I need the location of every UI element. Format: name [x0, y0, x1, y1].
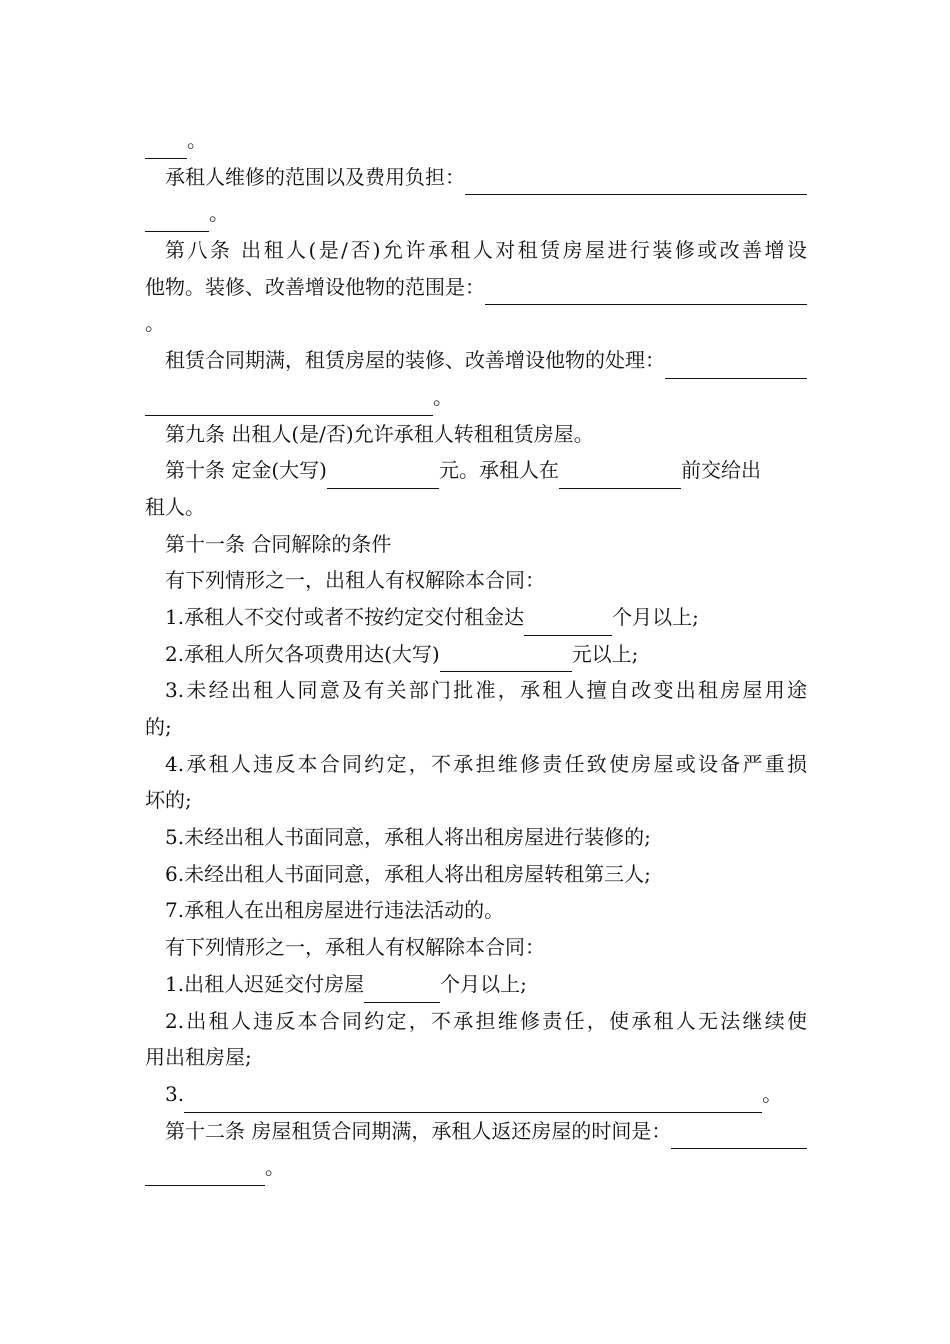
- lessor-item-3-line-2: 的;: [145, 715, 172, 739]
- lessee-item-2-line-1: 2.出租人违反本合同约定，不承担维修责任，使承租人无法继续使: [165, 1008, 807, 1033]
- lessor-item-1-text: 1.承租人不交付或者不按约定交付租金达: [165, 604, 525, 629]
- blank-field: [145, 389, 433, 416]
- decoration-scope-label: 他物。装修、改善增设他物的范围是：: [145, 274, 485, 299]
- lessee-item-2-line-2: 用出租房屋;: [145, 1045, 252, 1070]
- lessor-item-5: 5.未经出租人书面同意，承租人将出租房屋进行装修的;: [165, 825, 651, 850]
- line-8: [145, 379, 807, 416]
- lessor-termination-intro: 有下列情形之一，出租人有权解除本合同：: [165, 568, 545, 593]
- deposit-label: 第十条 定金(大写): [165, 458, 327, 483]
- blank-field: [145, 1159, 265, 1186]
- blank-field: [145, 205, 209, 232]
- blank-field: [524, 609, 612, 636]
- line-1: [145, 122, 807, 159]
- article-8-line-3: 。: [145, 311, 165, 336]
- lessor-item-2-text: 2.承租人所欠各项费用达(大写): [165, 641, 440, 666]
- lessee-termination-intro: 有下列情形之一，承租人有权解除本合同：: [165, 935, 545, 960]
- article-11-title: 第十一条 合同解除的条件: [165, 531, 392, 556]
- blank-field: [364, 976, 440, 1003]
- line-8-end: 。: [433, 384, 453, 409]
- lessor-item-4-line-2: 坏的;: [145, 788, 192, 813]
- blank-field: [145, 132, 187, 159]
- lessee-item-1: [145, 966, 807, 1003]
- article-8-line-2: [145, 269, 807, 306]
- blank-field: [465, 168, 807, 195]
- lessor-item-6: 6.未经出租人书面同意，承租人将出租房屋转租第三人;: [165, 861, 651, 886]
- lessee-item-3: [145, 1076, 807, 1113]
- article-12-line-1: [145, 1113, 807, 1150]
- article-12-line-2: [145, 1149, 807, 1186]
- article-10-line-1: [145, 452, 807, 489]
- line-1-end: 。: [187, 127, 207, 152]
- return-time-label: 第十二条 房屋租赁合同期满，承租人返还房屋的时间是：: [165, 1118, 672, 1143]
- contract-page: [145, 122, 807, 1186]
- blank-field: [665, 352, 807, 379]
- blank-field: [184, 1086, 762, 1113]
- blank-field: [485, 278, 807, 305]
- lessor-item-7: 7.承租人在出租房屋进行违法活动的。: [165, 898, 505, 923]
- article-9: 第九条 出租人(是/否)允许承租人转租租赁房屋。: [165, 421, 594, 446]
- lessee-item-1-end: 个月以上;: [440, 971, 527, 996]
- lessor-item-1-end: 个月以上;: [612, 604, 699, 629]
- line-2: [145, 159, 807, 196]
- article-10-line-2: 租人。: [145, 494, 205, 519]
- blank-field: [327, 462, 439, 489]
- repair-scope-label: 承租人维修的范围以及费用负担：: [165, 164, 465, 189]
- lessor-item-4-line-1: 4.承租人违反本合同约定，不承担维修责任致使房屋或设备严重损: [165, 751, 807, 776]
- line-3-end: 。: [209, 201, 229, 226]
- lessor-item-1: [145, 599, 807, 636]
- article-8-line-1: 第八条 出租人(是/否)允许承租人对租赁房屋进行装修或改善增设: [165, 238, 807, 263]
- blank-field: [440, 645, 572, 672]
- lessor-item-3-line-1: 3.未经出租人同意及有关部门批准，承租人擅自改变出租房屋用途: [165, 678, 807, 703]
- lessee-item-3-text: 3.: [165, 1081, 185, 1106]
- blank-field: [671, 1122, 807, 1149]
- deposit-end: 前交给出: [680, 458, 761, 483]
- deposit-mid: 元。承租人在: [438, 458, 559, 483]
- blank-field: [559, 462, 681, 489]
- article-12-end: 。: [265, 1155, 285, 1180]
- lessor-item-2: [145, 636, 807, 673]
- lessee-item-3-end: 。: [762, 1081, 783, 1106]
- expiry-decoration-label: 租赁合同期满，租赁房屋的装修、改善增设他物的处理：: [165, 348, 665, 373]
- line-3: [145, 195, 807, 232]
- lessor-item-2-end: 元以上;: [571, 641, 639, 666]
- lessee-item-1-text: 1.出租人迟延交付房屋: [165, 971, 365, 996]
- line-7: [145, 342, 807, 379]
